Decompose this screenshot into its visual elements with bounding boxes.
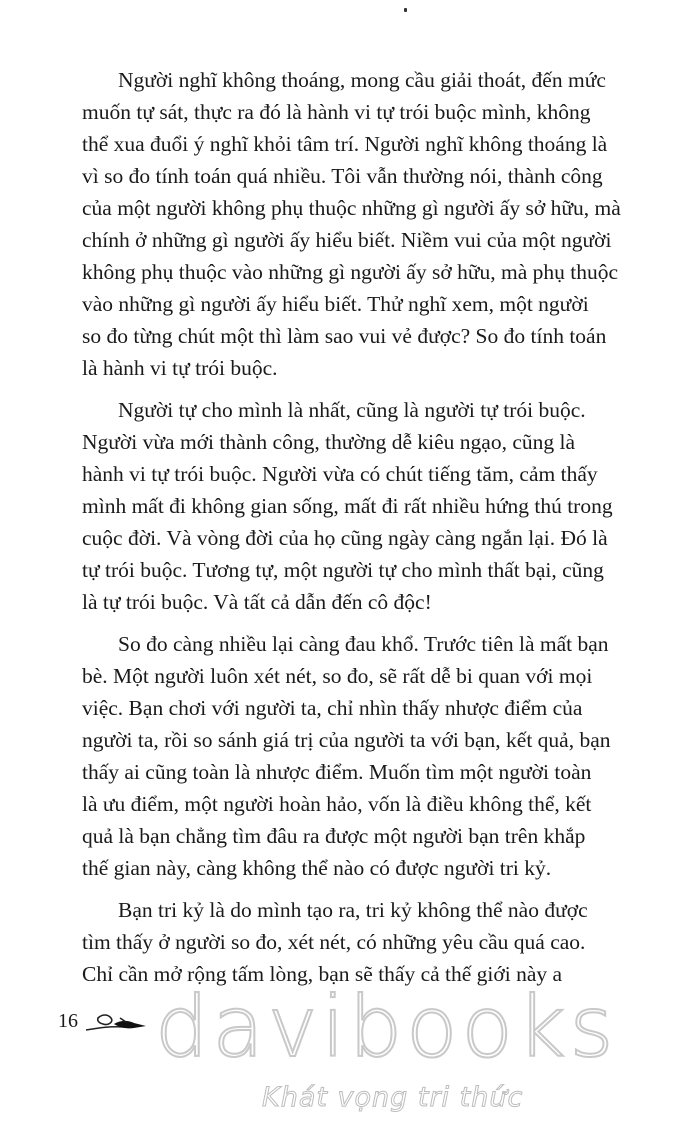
text-line: tự trói buộc. Tương tự, một người tự cho mình thất bại, cũng xyxy=(82,558,604,582)
text-line: Người tự cho mình là nhất, cũng là người tự trói buộc. xyxy=(118,398,586,422)
body-text xyxy=(82,64,660,990)
text-line: cuộc đời. Và vòng đời của họ cũng ngày càng ngắn lại. Đó là xyxy=(82,526,608,550)
text-line: muốn tự sát, thực ra đó là hành vi tự trói buộc mình, không xyxy=(82,100,591,124)
paragraph xyxy=(82,894,660,990)
text-line: vì so đo tính toán quá nhiều. Tôi vẫn thường nói, thành công xyxy=(82,164,603,188)
text-line: vào những gì người ấy hiểu biết. Thử nghĩ xem, một người xyxy=(82,292,589,316)
watermark-brand: davibooks xyxy=(155,978,618,1076)
text-line: của một người không phụ thuộc những gì người ấy sở hữu, mà xyxy=(82,196,621,220)
text-line: thể xua đuổi ý nghĩ khỏi tâm trí. Người nghĩ không thoáng là xyxy=(82,132,608,156)
text-line: không phụ thuộc vào những gì người ấy sở hữu, mà phụ thuộc xyxy=(82,260,619,284)
text-line: tìm thấy ở người so đo, xét nét, có những yêu cầu quá cao. xyxy=(82,930,586,954)
paragraph-gap xyxy=(82,884,660,894)
paragraph xyxy=(82,394,660,618)
paragraph xyxy=(82,628,660,884)
text-line: Bạn tri kỷ là do mình tạo ra, tri kỷ không thể nào được xyxy=(118,898,588,922)
text-line: việc. Bạn chơi với người ta, chỉ nhìn thấy nhược điểm của xyxy=(82,696,583,720)
text-line: là hành vi tự trói buộc. xyxy=(82,356,278,380)
text-line: bè. Một người luôn xét nét, so đo, sẽ rất dễ bi quan với mọi xyxy=(82,664,593,688)
ink-speck xyxy=(404,8,407,12)
text-line: quả là bạn chẳng tìm đâu ra được một người bạn trên khắp xyxy=(82,824,586,848)
text-line: so đo từng chút một thì làm sao vui vẻ được? So đo tính toán xyxy=(82,324,607,348)
text-line: là ưu điểm, một người hoàn hảo, vốn là điều không thể, kết xyxy=(82,792,592,816)
watermark-tagline: Khát vọng tri thức xyxy=(262,1082,524,1113)
text-line: thấy ai cũng toàn là nhược điểm. Muốn tìm một người toàn xyxy=(82,760,592,784)
text-line: mình mất đi không gian sống, mất đi rất nhiều hứng thú trong xyxy=(82,494,613,518)
ornament-icon xyxy=(84,1006,154,1036)
text-line: thế gian này, càng không thể nào có được người tri kỷ. xyxy=(82,856,552,880)
text-line: Người vừa mới thành công, thường dễ kiêu ngạo, cũng là xyxy=(82,430,575,454)
text-line: chính ở những gì người ấy hiểu biết. Niềm vui của một người xyxy=(82,228,612,252)
text-line: Chỉ cần mở rộng tấm lòng, bạn sẽ thấy cả thế giới này a xyxy=(82,962,563,986)
text-line: là tự trói buộc. Và tất cả dẫn đến cô độc! xyxy=(82,590,432,614)
text-line: hành vi tự trói buộc. Người vừa có chút tiếng tăm, cảm thấy xyxy=(82,462,598,486)
paragraph-gap xyxy=(82,618,660,628)
page-number: 16 xyxy=(58,1010,78,1032)
paragraph-gap xyxy=(82,384,660,394)
paragraph xyxy=(82,64,660,384)
text-line: người ta, rồi so sánh giá trị của người ta với bạn, kết quả, bạn xyxy=(82,728,611,752)
text-line: So đo càng nhiều lại càng đau khổ. Trước tiên là mất bạn xyxy=(118,632,609,656)
text-line: Người nghĩ không thoáng, mong cầu giải thoát, đến mức xyxy=(118,68,606,92)
